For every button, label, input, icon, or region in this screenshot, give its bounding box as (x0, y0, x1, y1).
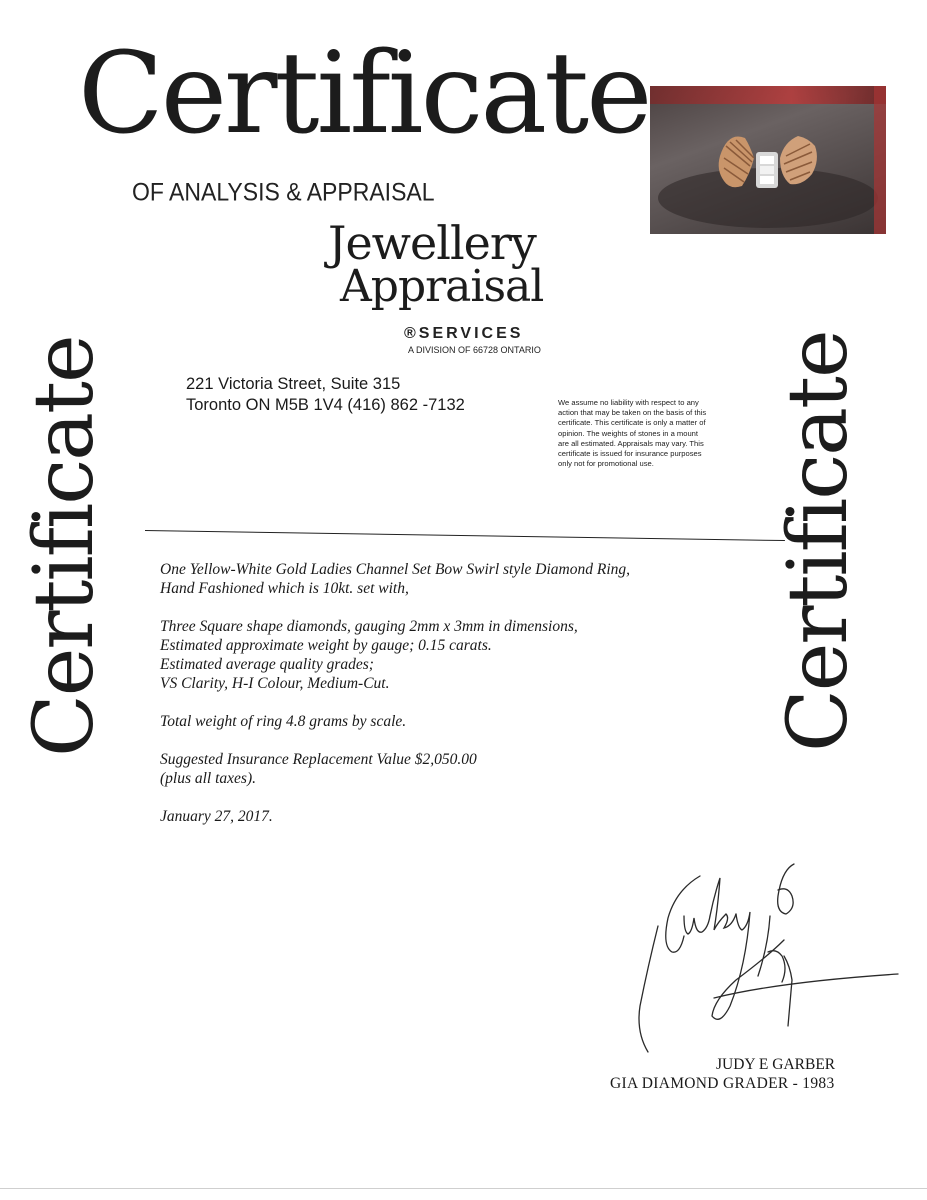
appraisal-date: January 27, 2017. (160, 808, 273, 825)
replacement-value: Suggested Insurance Replacement Value $2,050.00 (160, 751, 477, 768)
stones-line-4: VS Clarity, H-I Colour, Medium-Cut. (160, 675, 390, 692)
side-title-right: Certificate (771, 331, 866, 752)
stones-line-1: Three Square shape diamonds, gauging 2mm x 3mm in dimensions, (160, 618, 578, 635)
logo-services: ®SERVICES (404, 325, 524, 342)
logo-division: A DIVISION OF 66728 ONTARIO (408, 345, 541, 355)
replacement-value-note: (plus all taxes). (160, 770, 256, 787)
disclaimer-line: opinion. The weights of stones in a mount (558, 428, 699, 438)
disclaimer-line: are all estimated. Appraisals may vary. This (558, 438, 704, 448)
signer-title: GIA DIAMOND GRADER - 1983 (610, 1075, 835, 1092)
stones-line-3: Estimated average quality grades; (160, 656, 374, 673)
signer-name: JUDY E GARBER (716, 1056, 836, 1073)
page-bottom-edge (0, 1188, 927, 1189)
signature (618, 856, 918, 1056)
item-description-line-1: One Yellow-White Gold Ladies Channel Set Bow Swirl style Diamond Ring, (160, 561, 631, 578)
disclaimer (558, 398, 758, 469)
disclaimer-line: certificate is issued for insurance purposes (558, 449, 702, 459)
item-description-line-2: Hand Fashioned which is 10kt. set with, (160, 580, 409, 597)
total-weight: Total weight of ring 4.8 grams by scale. (160, 713, 407, 730)
stones-line-2: Estimated approximate weight by gauge; 0.15 carats. (160, 637, 492, 654)
appraisal-description (160, 560, 760, 826)
ring-photo (650, 86, 886, 234)
certificate-subtitle: OF ANALYSIS & APPRAISAL (132, 178, 435, 207)
side-title-left: Certificate (17, 336, 112, 757)
certificate-title: Certificate (78, 29, 650, 159)
disclaimer-line: We assume no liability with respect to any (558, 398, 699, 407)
address-line-1: 221 Victoria Street, Suite 315 (186, 375, 401, 393)
signature-graphic (618, 856, 918, 1056)
address-line-2: Toronto ON M5B 1V4 (416) 862 -7132 (186, 396, 465, 414)
logo-jewellery: Jewellery (328, 216, 536, 270)
disclaimer-line: action that may be taken on the basis of this (558, 408, 707, 418)
logo-appraisal: Appraisal (340, 261, 544, 312)
ring-photo-graphic (650, 86, 886, 234)
disclaimer-line: only not for promotional use. (558, 459, 654, 469)
disclaimer-line: certificate. This certificate is only a matter of (558, 418, 706, 428)
address-block (186, 374, 465, 416)
header-divider (145, 530, 785, 541)
